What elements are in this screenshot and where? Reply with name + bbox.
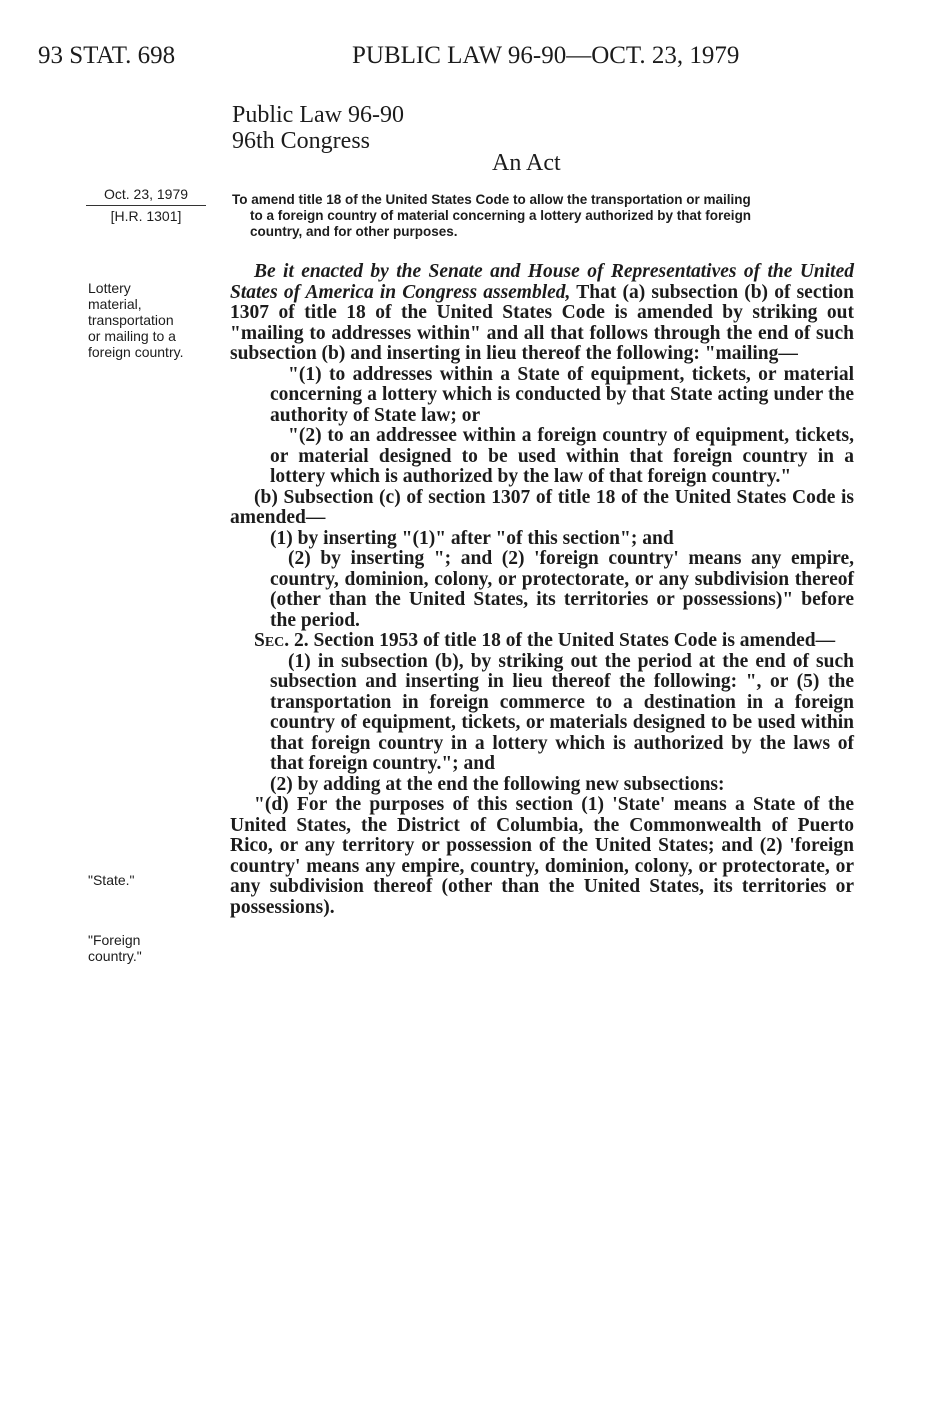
- section-2-item-2: (2) by adding at the end the following new subsections:: [270, 773, 725, 795]
- margin-note-line: or mailing to a: [88, 328, 176, 344]
- margin-enactment-date: [86, 186, 206, 224]
- running-head: [0, 42, 948, 82]
- margin-note-state: "State.": [88, 872, 135, 888]
- section-1b: (b) Subsection (c) of section 1307 of title 18 of the United States Code is amended—: [230, 486, 854, 528]
- margin-date: Oct. 23, 1979: [103, 186, 189, 202]
- act-body: [230, 262, 854, 918]
- section-2: [230, 631, 854, 652]
- purpose-line: To amend title 18 of the United States Code to allow the transportation or mailing: [232, 192, 751, 207]
- purpose-line: country, and for other purposes.: [250, 224, 458, 239]
- section-2-text: Section 1953 of title 18 of the United States Code is amended—: [308, 630, 836, 651]
- section-1b-item-2: (2) by inserting "; and (2) 'foreign country' means any empire, country, dominion, colony, or protectorate, or any subdivision thereof (other than the United States, its territories or possessions)" before the period.: [270, 548, 854, 631]
- congress: 96th Congress: [232, 128, 370, 154]
- statute-page-number: 93 STAT. 698: [38, 42, 176, 69]
- enacting-clause: Be it enacted by the Senate and House of Representatives of the United States of America in Congress assembled,: [230, 261, 854, 303]
- running-title: PUBLIC LAW 96-90—OCT. 23, 1979: [352, 42, 740, 69]
- subsection-d: "(d) For the purposes of this section (1) 'State' means a State of the United States, the District of Columbia, the Commonwealth of Puerto Rico, or any territory or possession of the United States; and (2) 'foreign country' means any empire, country, dominion, colony, or protectorate, or any subdivision thereof (other than the United States, its territories or possessions).: [230, 794, 854, 918]
- enacting-paragraph: [230, 262, 854, 365]
- title-block: [232, 102, 404, 154]
- act-heading: An Act: [492, 150, 561, 176]
- section-1a-text: That (a) subsection (b) of section 1307 of title 18 of the United States Code is amended by striking out "mailing to addresses within" and all that follows through the end of such subsection (b) and inserting in lieu thereof the following: "mailing—: [230, 281, 854, 364]
- section-2-item-1: (1) in subsection (b), by striking out the period at the end of such subsection and inserting in lieu thereof the following: ", or (5) the transportation in foreign commerce to a destination in a foreign country of equipment, tickets, or materials designed to be used within that foreign country in a lottery which is authorized by the laws of that foreign country."; and: [270, 650, 854, 774]
- margin-bill-number: [H.R. 1301]: [110, 208, 182, 224]
- margin-note-line: "Foreign: [88, 932, 141, 948]
- section-2-label: Sec. 2.: [254, 630, 309, 651]
- purpose-clause: [232, 192, 852, 240]
- purpose-line: to a foreign country of material concerning a lottery authorized by that foreign: [250, 208, 752, 223]
- law-number: Public Law 96-90: [232, 102, 404, 128]
- quoted-paragraph-2: "(2) to an addressee within a foreign country of equipment, tickets, or material designed to be used within that foreign country in a lottery which is authorized by the law of that foreign country.": [270, 425, 854, 487]
- quoted-paragraph-1: "(1) to addresses within a State of equipment, tickets, or material concerning a lottery which is conducted by that State acting under the authority of State law; or: [270, 363, 854, 426]
- margin-note-foreign: [88, 932, 188, 964]
- margin-note-line: country.": [88, 948, 142, 964]
- margin-note-line: material,: [88, 296, 142, 312]
- margin-note-lottery: [88, 280, 218, 360]
- margin-rule: [86, 205, 206, 206]
- section-1b-item-1: (1) by inserting "(1)" after "of this section"; and: [270, 527, 674, 549]
- margin-note-line: foreign country.: [88, 344, 184, 360]
- margin-note-line: transportation: [88, 312, 174, 328]
- margin-note-line: Lottery: [88, 280, 131, 296]
